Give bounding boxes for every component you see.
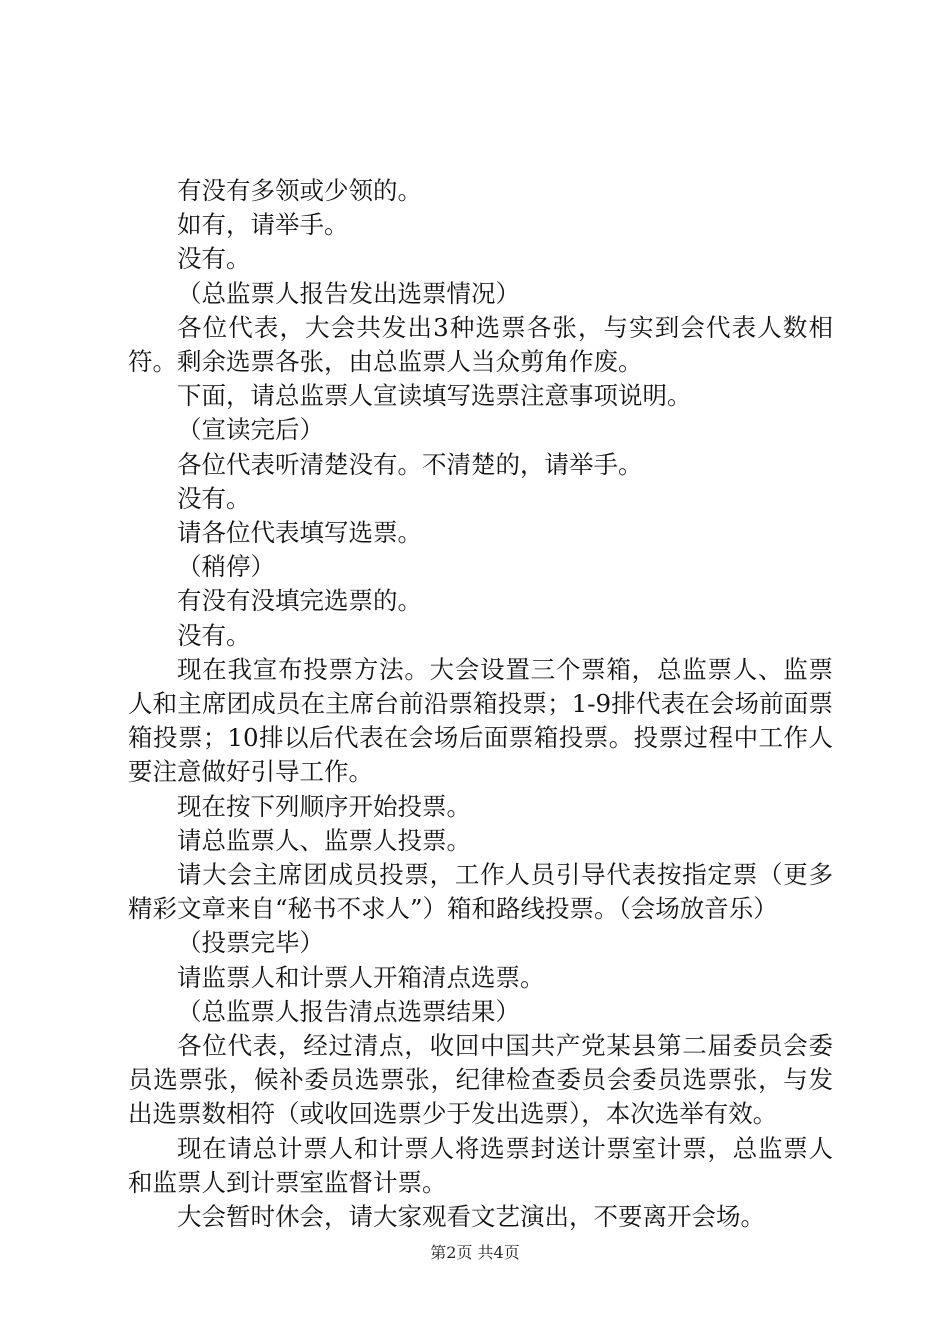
paragraph: 没有。 (177, 620, 251, 650)
paragraph: （总监票人报告发出选票情况） (177, 278, 520, 308)
page-number-footer: 第2页 共4页 (430, 1243, 520, 1262)
paragraph: 请各位代表填写选票。 (177, 518, 422, 548)
paragraph: 请监票人和计票人开箱清点选票。 (177, 962, 545, 992)
paragraph: （稍停） (177, 552, 275, 582)
paragraph: 现在按下列顺序开始投票。 (177, 791, 471, 821)
paragraph: 各位代表听清楚没有。不清楚的，请举手。 (177, 449, 643, 479)
paragraph: 有没有没填完选票的。 (177, 586, 422, 616)
paragraph: 请大会主席团成员投票，工作人员引导代表按指定票（更多精彩文章来自“秘书不求人”）箱和路线投票。（会场放音乐） (128, 860, 833, 924)
paragraph: 大会暂时休会，请大家观看文艺演出，不要离开会场。 (177, 1202, 765, 1232)
paragraph: 现在我宣布投票方法。大会设置三个票箱，总监票人、监票人和主席团成员在主席台前沿票箱投票；1-9排代表在会场前面票箱投票；10排以后代表在会场后面票箱投票。投票过程中工作人要注意做好引导工作。 (128, 654, 833, 787)
paragraph: 下面，请总监票人宣读填写选票注意事项说明。 (177, 381, 692, 411)
paragraph: 有没有多领或少领的。 (177, 176, 422, 205)
paragraph: 各位代表，大会共发出3种选票各张，与实到会代表人数相符。剩余选票各张，由总监票人当众剪角作废。 (128, 312, 833, 377)
document-body (128, 174, 833, 1234)
paragraph: 没有。 (177, 483, 251, 513)
paragraph: 现在请总计票人和计票人将选票封送计票室计票，总监票人和监票人到计票室监督计票。 (128, 1133, 833, 1197)
paragraph: （宣读完后） (177, 415, 324, 445)
paragraph: 请总监票人、监票人投票。 (177, 825, 471, 855)
paragraph: （投票完毕） (177, 928, 324, 958)
paragraph: （总监票人报告清点选票结果） (177, 996, 520, 1026)
paragraph: 没有。 (177, 244, 251, 274)
paragraph: 各位代表，经过清点，收回中国共产党某县第二届委员会委员选票张，候补委员选票张，纪律检查委员会委员选票张，与发出选票数相符（或收回选票少于发出选票），本次选举有效。 (128, 1031, 833, 1129)
paragraph: 如有，请举手。 (177, 210, 349, 240)
